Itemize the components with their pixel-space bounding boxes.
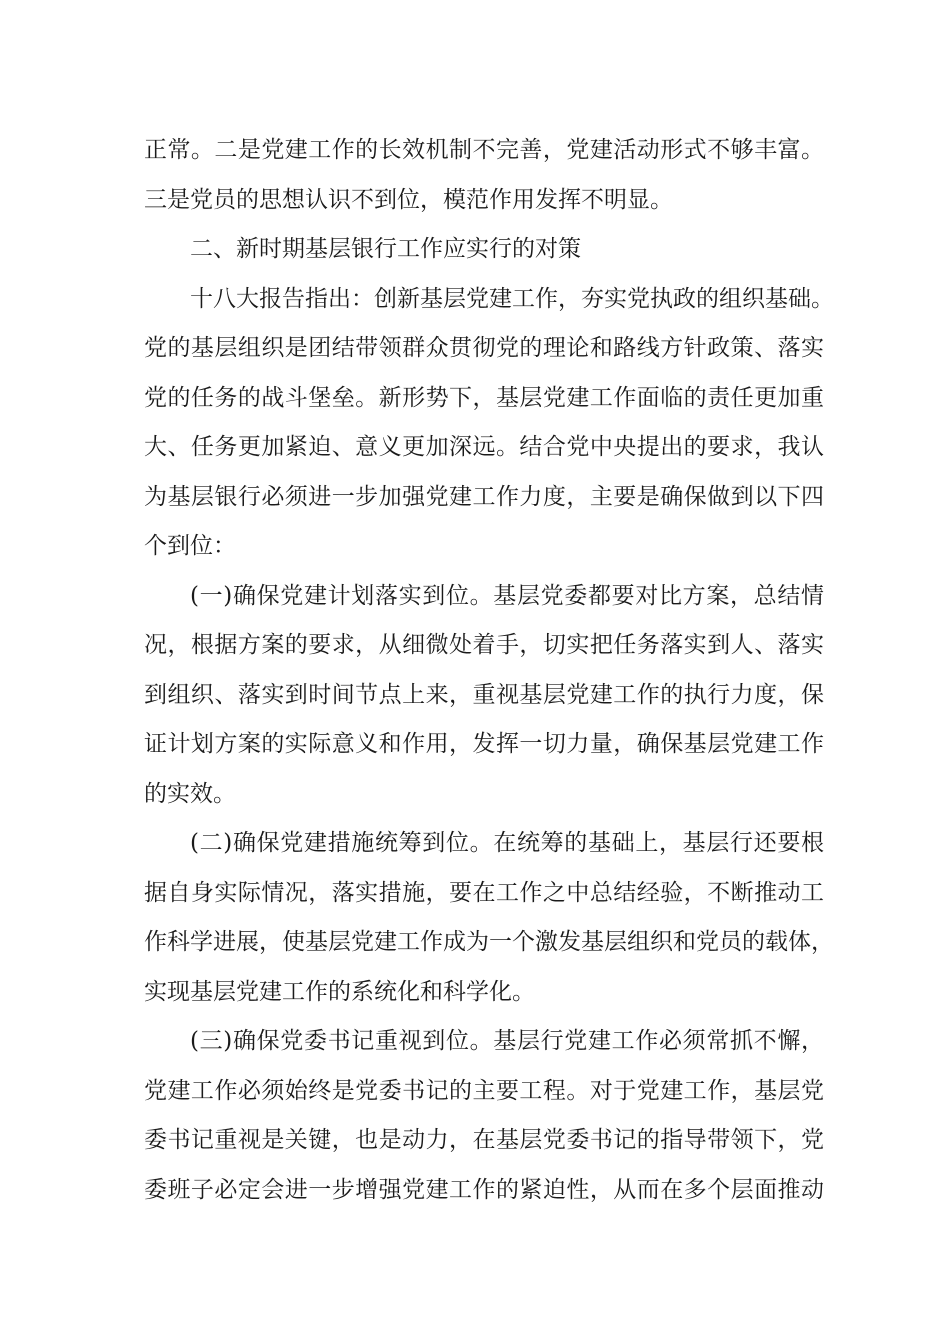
- paragraph-line: 证计划方案的实际意义和作用，发挥一切力量，确保基层党建工作: [144, 731, 824, 757]
- paragraph-line: 委书记重视是关键，也是动力，在基层党委书记的指导带领下，党: [144, 1127, 824, 1153]
- document-body: [144, 126, 834, 1215]
- paragraph-line: 十八大报告指出：创新基层党建工作，夯实党执政的组织基础。: [190, 285, 834, 312]
- paragraph-line: (一)确保党建计划落实到位。基层党委都要对比方案，总结情: [190, 582, 824, 609]
- paragraph-line: 委班子必定会进一步增强党建工作的紧迫性，从而在多个层面推动: [144, 1176, 824, 1203]
- paragraph-line: 的实效。: [144, 780, 236, 807]
- paragraph-line: 党的任务的战斗堡垒。新形势下，基层党建工作面临的责任更加重: [144, 384, 824, 411]
- paragraph-line: (二)确保党建措施统筹到位。在统筹的基础上，基层行还要根: [190, 830, 824, 856]
- paragraph-line: 到组织、落实到时间节点上来，重视基层党建工作的执行力度，保: [144, 681, 824, 708]
- paragraph-line: 据自身实际情况，落实措施，要在工作之中总结经验，不断推动工: [144, 879, 824, 906]
- paragraph-line: 党建工作必须始终是党委书记的主要工程。对于党建工作，基层党: [144, 1077, 824, 1104]
- paragraph-line: 党的基层组织是团结带领群众贯彻党的理论和路线方针政策、落实: [144, 335, 824, 361]
- paragraph-line: (三)确保党委书记重视到位。基层行党建工作必须常抓不懈，: [190, 1028, 824, 1054]
- paragraph-line: 况，根据方案的要求，从细微处着手，切实把任务落实到人、落实: [144, 632, 824, 658]
- paragraph-line: 作科学进展，使基层党建工作成为一个激发基层组织和党员的载体，: [144, 929, 834, 955]
- paragraph-line: 三是党员的思想认识不到位，模范作用发挥不明显。: [144, 186, 673, 213]
- section-heading: 二、新时期基层银行工作应实行的对策: [190, 236, 581, 262]
- paragraph-line: 为基层银行必须进一步加强党建工作力度，主要是确保做到以下四: [144, 483, 824, 510]
- paragraph-line: 大、任务更加紧迫、意义更加深远。结合党中央提出的要求，我认: [144, 434, 824, 460]
- paragraph-line: 实现基层党建工作的系统化和科学化。: [144, 978, 535, 1005]
- paragraph-line: 个到位：: [144, 533, 236, 559]
- paragraph-line: 正常。二是党建工作的长效机制不完善，党建活动形式不够丰富。: [144, 137, 824, 163]
